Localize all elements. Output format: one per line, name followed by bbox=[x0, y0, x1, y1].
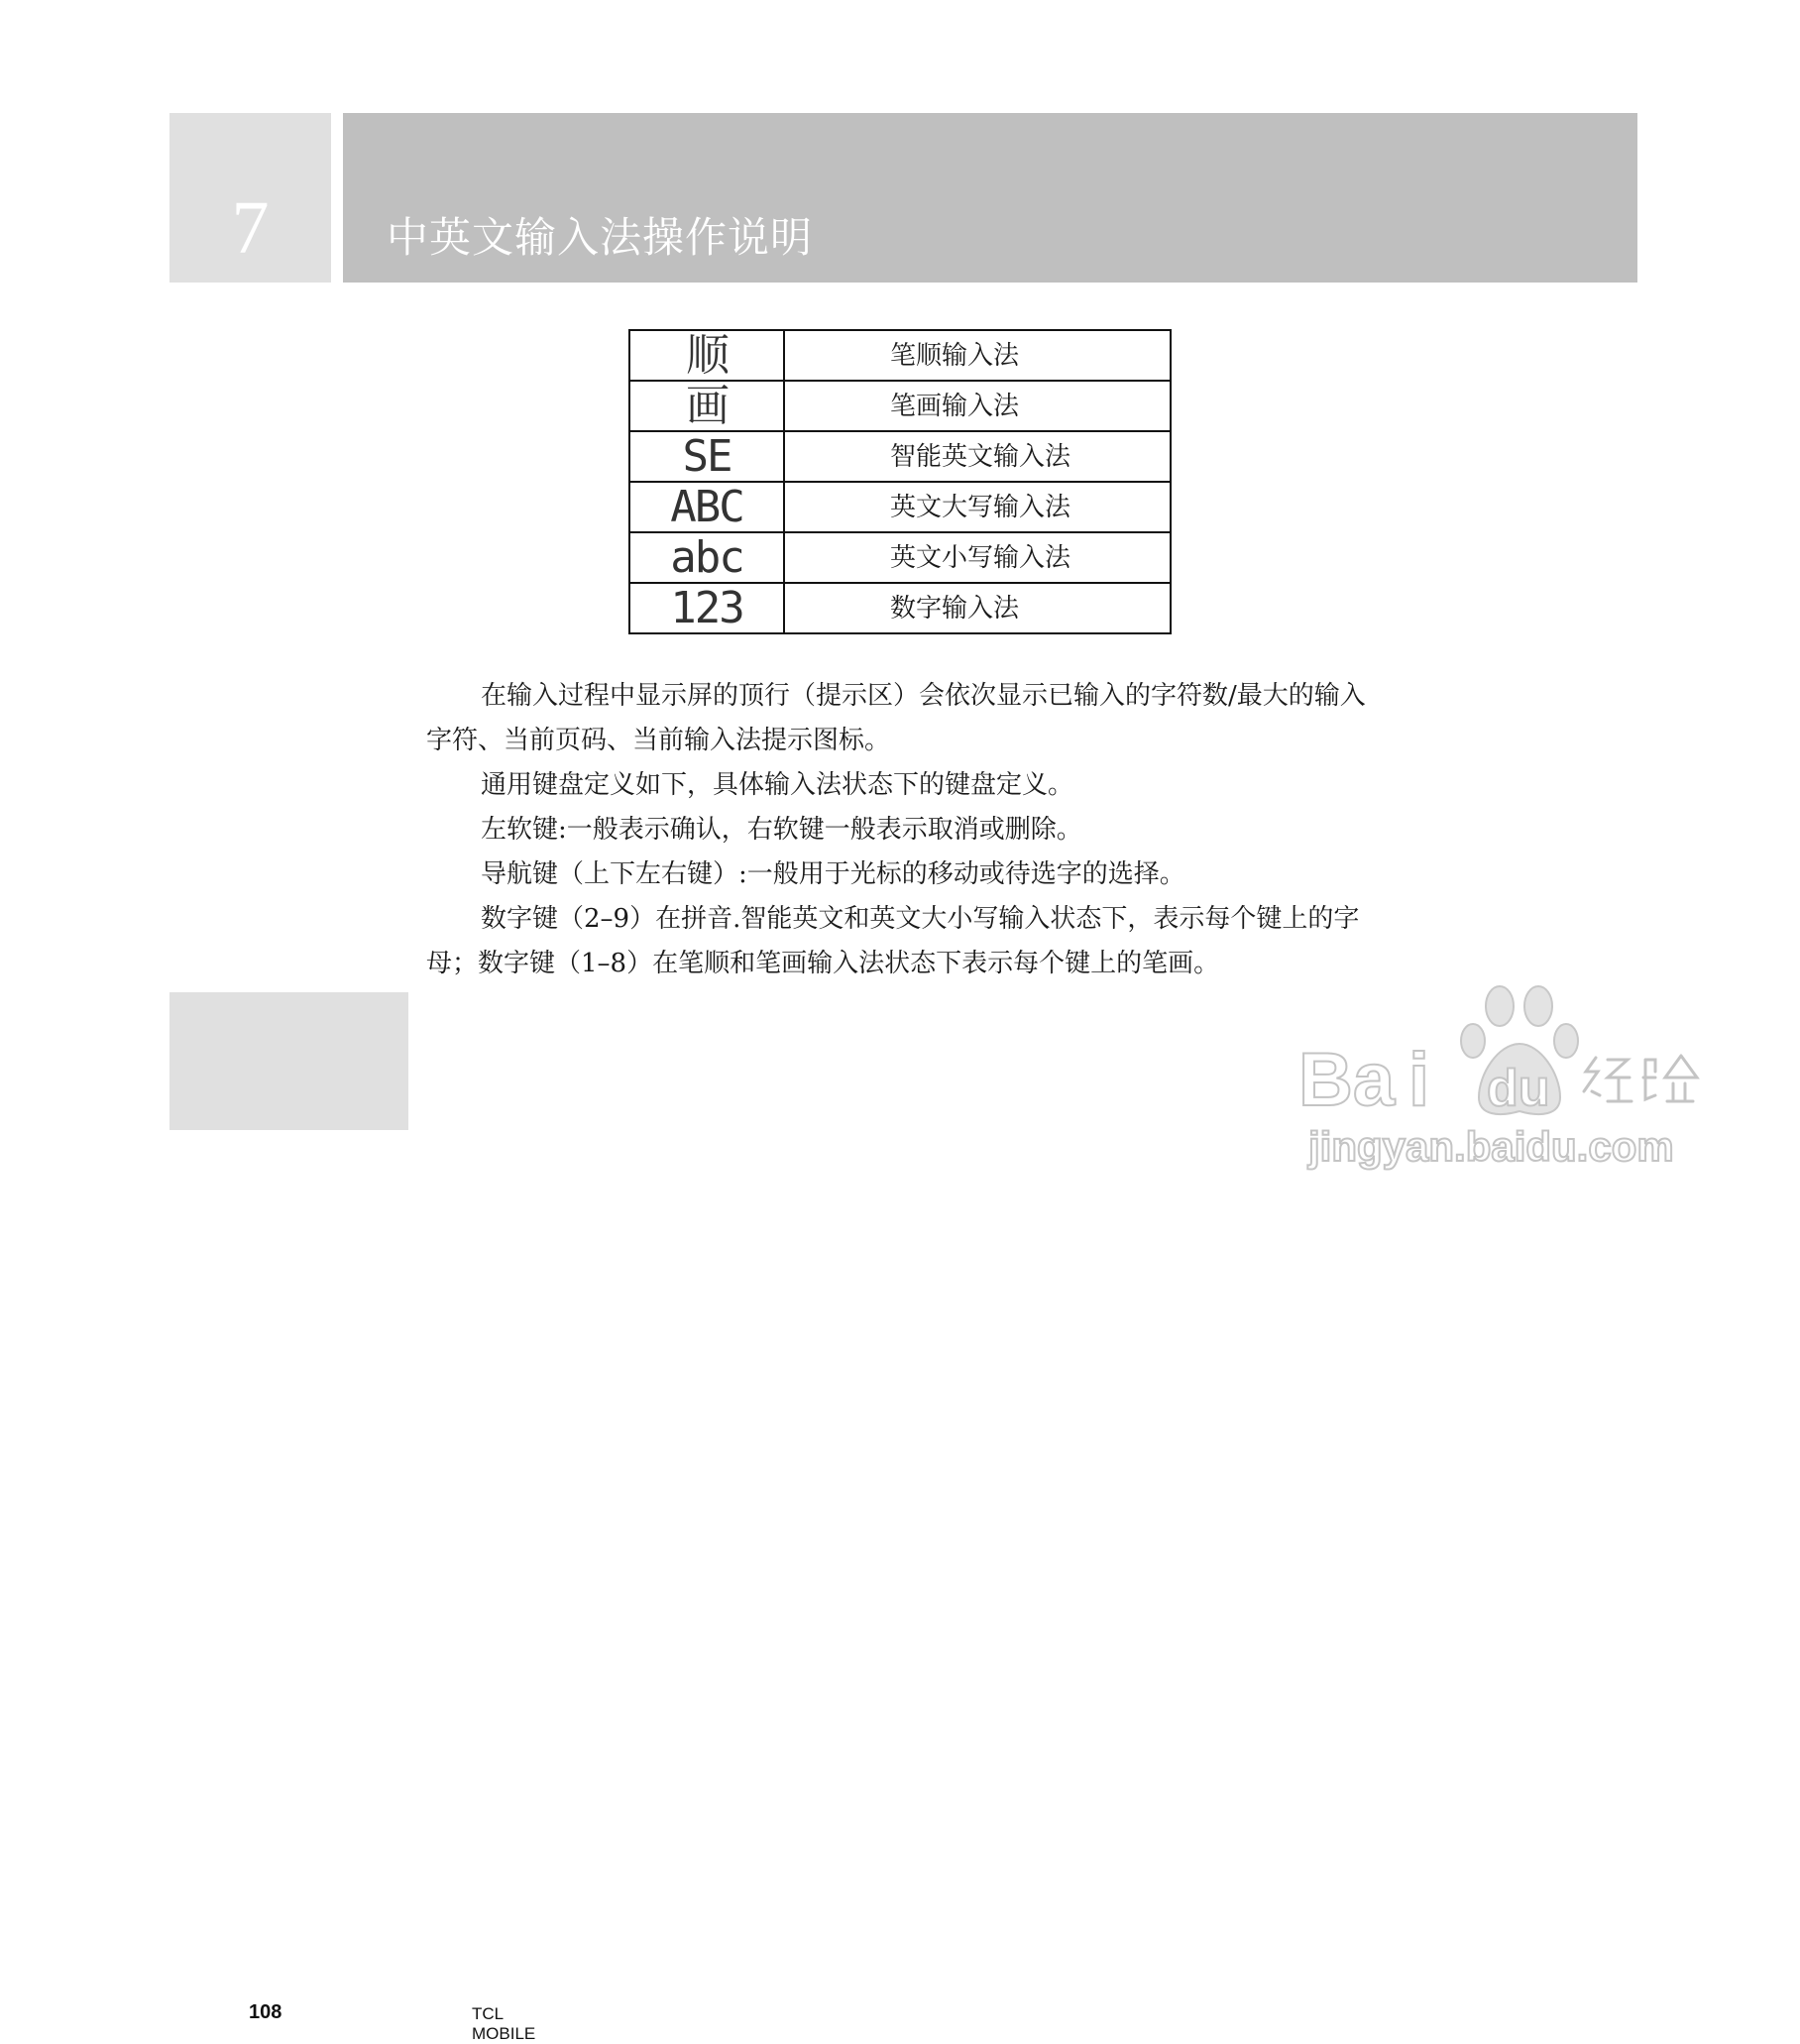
svg-text:du: du bbox=[1487, 1060, 1550, 1117]
stroke-order-icon: 顺 bbox=[629, 330, 784, 381]
paragraph-nav-keys: 导航键（上下左右键）:一般用于光标的移动或待选字的选择。 bbox=[481, 859, 1185, 889]
numeric-icon: 123 bbox=[629, 583, 784, 633]
stroke-icon: 画 bbox=[629, 381, 784, 431]
table-row bbox=[629, 381, 1171, 431]
uppercase-icon: ABC bbox=[629, 482, 784, 532]
table-row bbox=[629, 330, 1171, 381]
svg-text:Ba: Ba bbox=[1298, 1038, 1396, 1122]
chapter-title-bar bbox=[343, 113, 1637, 283]
mode-label: 笔画输入法 bbox=[784, 381, 1171, 431]
page-number: 108 bbox=[249, 2001, 282, 2023]
lowercase-icon: abc bbox=[629, 532, 784, 583]
baidu-watermark-logo bbox=[1279, 966, 1715, 1175]
watermark-url: jingyan.baidu.com bbox=[1308, 1123, 1674, 1170]
mode-label: 英文大写输入法 bbox=[784, 482, 1171, 532]
chapter-number: 7 bbox=[231, 186, 270, 270]
mode-label: 数字输入法 bbox=[784, 583, 1171, 633]
table-row bbox=[629, 431, 1171, 482]
smart-english-icon: SE bbox=[629, 431, 784, 482]
paragraph-soft-keys: 左软键:一般表示确认，右软键一般表示取消或删除。 bbox=[481, 815, 1082, 845]
paragraph-number-keys: 数字键（2–9）在拼音.智能英文和英文大小写输入状态下，表示每个键上的字母；数字键（1–8）在笔顺和笔画输入法状态下表示每个键上的笔画。 bbox=[426, 904, 1360, 978]
table-row bbox=[629, 583, 1171, 633]
paragraph-status-bar: 在输入过程中显示屏的顶行（提示区）会依次显示已输入的字符数/最大的输入字符、当前页码、当前输入法提示图标。 bbox=[426, 681, 1366, 755]
paragraph-keyboard-intro: 通用键盘定义如下，具体输入法状态下的键盘定义。 bbox=[481, 770, 1074, 800]
chapter-title: 中英文输入法操作说明 bbox=[387, 213, 814, 262]
table-row bbox=[629, 482, 1171, 532]
mode-label: 笔顺输入法 bbox=[784, 330, 1171, 381]
input-mode-table bbox=[628, 329, 1172, 634]
mode-label: 智能英文输入法 bbox=[784, 431, 1171, 482]
footer-box bbox=[169, 992, 536, 2043]
mode-label: 英文小写输入法 bbox=[784, 532, 1171, 583]
chapter-number-box bbox=[169, 113, 331, 283]
table-row bbox=[629, 532, 1171, 583]
body-text bbox=[426, 674, 1378, 986]
svg-text:i: i bbox=[1408, 1038, 1430, 1122]
footer-brand: TCL MOBILE bbox=[472, 2004, 536, 2043]
